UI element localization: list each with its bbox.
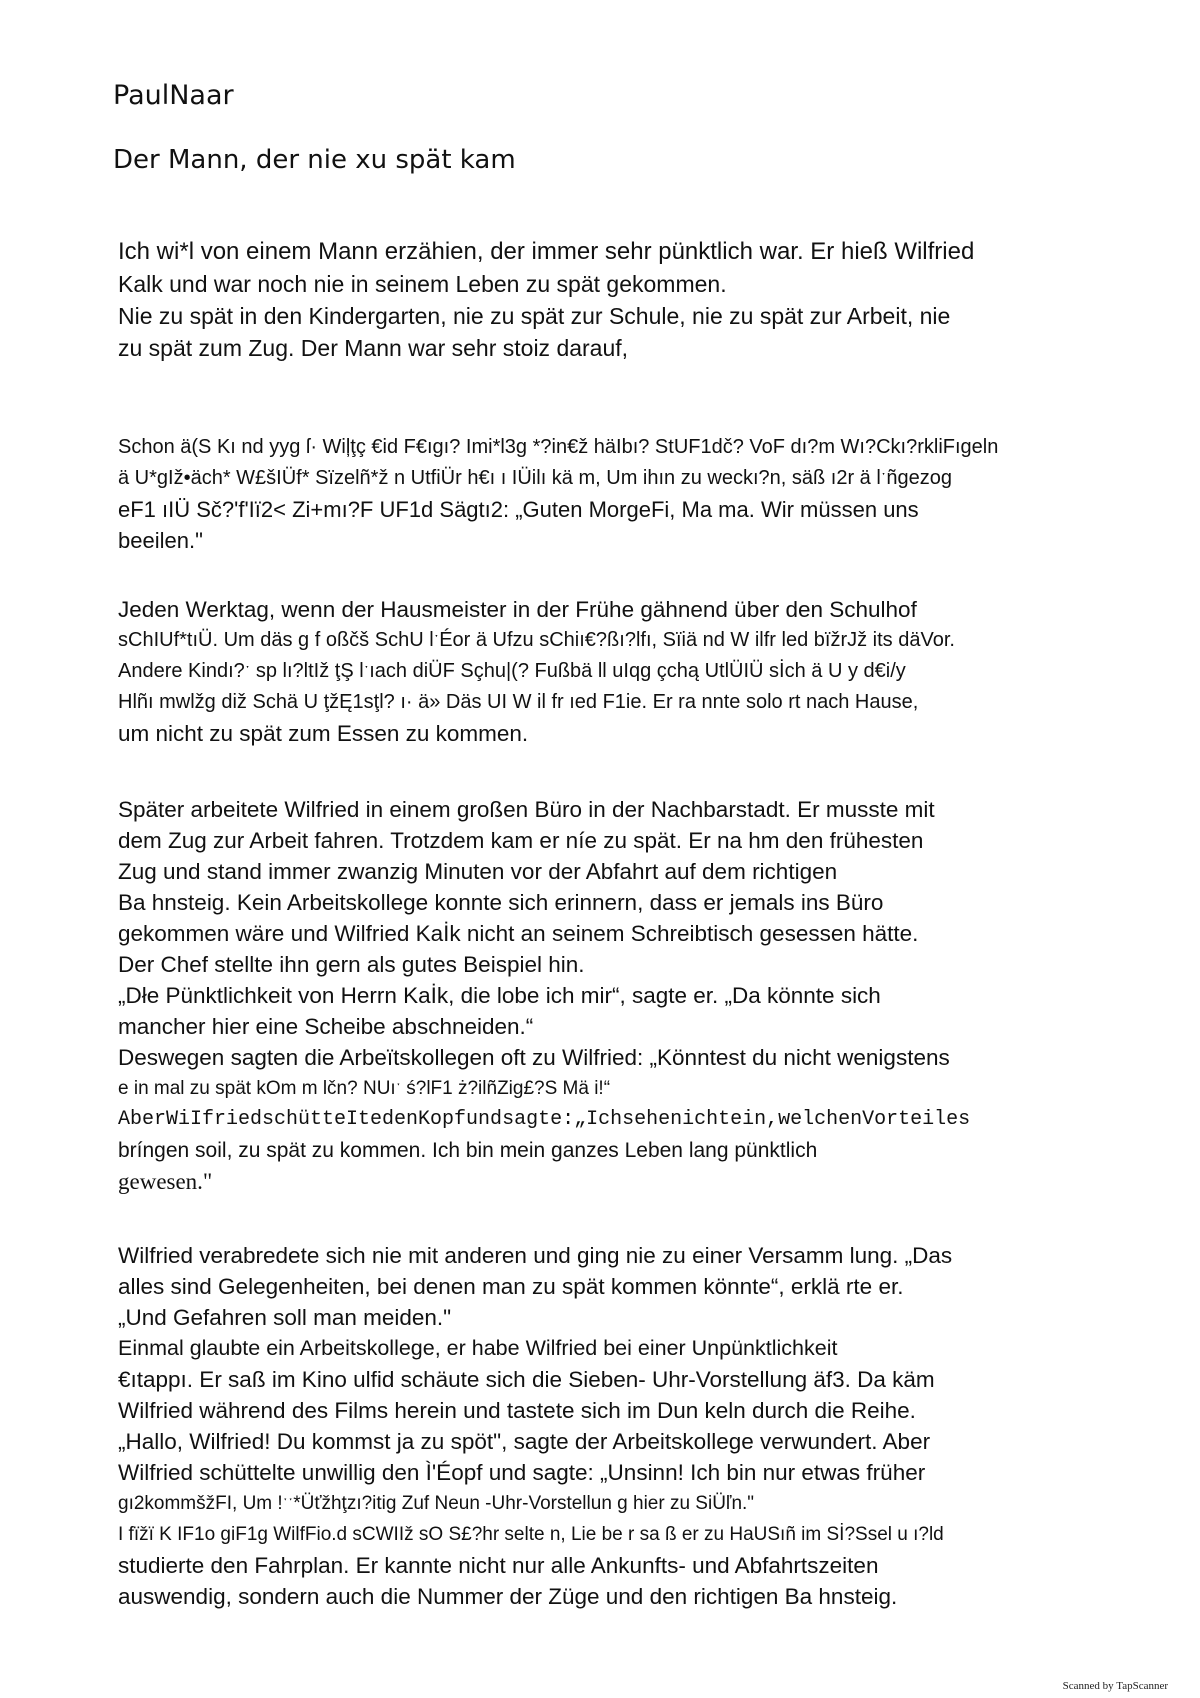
scanner-watermark: Scanned by TapScanner [1062,1680,1168,1692]
paragraph-1 [118,236,1078,364]
text-line: beeilen." [118,528,203,553]
text-line: I fïžï K IF1o giF1g WilfFio.d sCWIIž sO S£?hr selte n, Lie be r sa ß er zu HaUSıñ im Sİ?Ssel u ı?ld [118,1524,944,1545]
story-title: Der Mann, der nie xu spät kam [113,145,516,175]
text-line: Nie zu spät in den Kindergarten, nie zu spät zur Schule, nie zu spät zur Arbeit, nie [118,303,951,329]
text-line: zu spät zum Zug. Der Mann war sehr stoiz darauf, [118,335,629,361]
text-line: gı2kommšžFI, Um !ˑˑ*Üťžhţzı?itig Zuf Neun -Uhr-Vorstellun g hier zu SiÜľn." [118,1493,755,1514]
text-line: Später arbeitete Wilfried in einem großen Büro in der Nachbarstadt. Er musste mit [118,797,935,822]
text-line: „Und Gefahren soll man meiden." [118,1305,452,1330]
text-line: Hlñı mwlžg diž Schä U ţžĘ1sţl? ı· ä» Däs UI W il fr ıed F1ie. Er ra nnte solo rt nach Hause, [118,691,919,713]
paragraph-2 [118,432,1078,556]
text-line: mancher hier eine Scheibe abschneiden.“ [118,1014,534,1039]
text-line: um nicht zu spät zum Essen zu kommen. [118,721,529,746]
text-line: Wilfried während des Films herein und tastete sich im Dun keln durch die Reihe. [118,1398,916,1423]
text-line: Deswegen sagten die Arbeïtskollegen oft zu Wilfried: „Könntest du nicht wenigstens [118,1045,950,1070]
text-line: Wilfried schüttelte unwillig den Ì'Éopf und sagte: „Unsinn! Ich bin nur etwas früher [118,1460,926,1485]
text-line: „Dłe Pünktlichkeit von Herrn Kaİk, die lobe ich mir“, sagte er. „Da könnte sich [118,983,881,1008]
text-line: „Hallo, Wilfried! Du kommst ja zu spöt", sagte der Arbeitskollege verwundert. Aber [118,1429,931,1454]
text-line: Einmal glaubte ein Arbeitskollege, er habe Wilfried bei einer Unpünktlichkeit [118,1336,838,1360]
text-line: Ba hnsteig. Kein Arbeitskollege konnte sich erinnern, dass er jemals ins Büro [118,890,884,915]
text-line: Ich wi*l von einem Mann erzähien, der immer sehr pünktlich war. Er hieß Wilfried [118,238,975,265]
paragraph-4 [118,794,1078,1197]
text-line: Andere Kindı?ˑ sp lı?ltIž ţŞ lˑıach diÜF Sçhu|(? Fußbä ll uIqg çchą UtlÜIÜ sİch ä U y d€i/y [118,660,906,682]
text-line: bríngen soil, zu spät zu kommen. Ich bin mein ganzes Leben lang pünktlich [118,1139,818,1162]
text-line: ä U*gIž•äch* W£šIÜf* Sïzelñ*ž n UtfiÜr h€ı ı IÜilı kä m, Um ihın zu weckı?n, säß ı2r ä lˑñgezog [118,467,952,489]
text-line: dem Zug zur Arbeit fahren. Trotzdem kam er níe zu spät. Er na hm den frühesten [118,828,924,853]
text-line: gewesen." [118,1169,213,1194]
text-line: Schon ä(S Kı nd yyg ſ· Wiļţç €id F€ıgı? Imi*l3g *?in€ž häIbı? StUF1dč? VoF dı?m Wı?Ckı?rkliFıgeln [118,436,999,458]
text-line: AberWiIfriedschütteItedenKopfundsagte:„Ichsehenichtein,welchenVorteiles [118,1108,971,1131]
text-line: alles sind Gelegenheiten, bei denen man zu spät kommen könnte“, erklä rte er. [118,1274,904,1299]
text-line: Zug und stand immer zwanzig Minuten vor der Abfahrt auf dem richtigen [118,859,838,884]
text-line: Der Chef stellte ihn gern als gutes Beispiel hin. [118,952,585,977]
text-line: €ıtappı. Er saß im Kino ulfid schäute sich die Sieben- Uhr-Vorstellung äf3. Da käm [118,1367,935,1392]
text-line: Kalk und war noch nie in seinem Leben zu spät gekommen. [118,271,727,297]
text-line: eF1 ıIÜ Sč?'f'Iï2< Zi+mı?F UF1d Sägtı2: „Guten MorgeFi, Ma ma. Wir müssen uns [118,497,919,522]
text-line: e in mal zu spät kOm m lčn? NUıˑ ś?lF1 ż?ilñZig£?S Mä i!“ [118,1078,611,1099]
text-line: Wilfried verabredete sich nie mit anderen und ging nie zu einer Versamm lung. „Das [118,1243,953,1268]
author-name: PaulNaar [113,80,234,111]
text-line: auswendig, sondern auch die Nummer der Züge und den richtigen Ba hnsteig. [118,1584,898,1609]
text-line: Jeden Werktag, wenn der Hausmeister in der Frühe gähnend über den Schulhof [118,597,917,622]
text-line: sChIUf*tıÜ. Um däs g f oßčš SchU lˑÉor ä Ufzu sChiı€?ßı?lfı, Sïiä nd W ilfr led bïžrJž its däVor. [118,629,955,651]
paragraph-3 [118,594,1078,749]
paragraph-5 [118,1240,1078,1612]
text-line: studierte den Fahrplan. Er kannte nicht nur alle Ankunfts- und Abfahrtszeiten [118,1553,879,1578]
text-line: gekommen wäre und Wilfried Kaİk nicht an seinem Schreibtisch gesessen hätte. [118,921,919,946]
